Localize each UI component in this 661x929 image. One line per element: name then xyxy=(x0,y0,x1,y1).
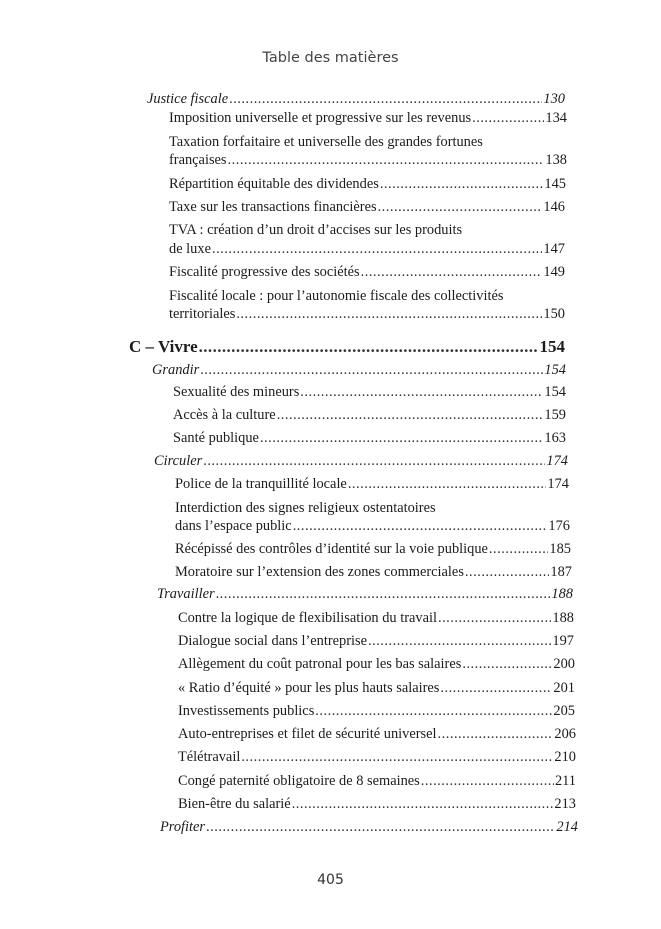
toc-entry-culture[interactable] xyxy=(173,406,566,425)
toc-entry-circuler[interactable] xyxy=(154,452,568,471)
toc-entry-signes-religieux[interactable] xyxy=(175,517,570,536)
entry-page: 187 xyxy=(550,564,572,580)
toc-entry-justice-fiscale[interactable] xyxy=(147,90,565,109)
page-number: 405 xyxy=(317,872,344,888)
entry-page: 159 xyxy=(544,407,566,423)
entry-title: territoriales xyxy=(169,306,236,322)
entry-title: Fiscalité progressive des sociétés xyxy=(169,264,360,280)
entry-title: Investissements publics xyxy=(178,703,315,719)
entry-page: 210 xyxy=(554,749,576,765)
toc-entry-imposition[interactable] xyxy=(169,109,567,128)
entry-page: 145 xyxy=(544,176,566,192)
toc-entry-conge-paternite[interactable] xyxy=(178,772,576,791)
toc-entry-sante[interactable] xyxy=(173,429,566,448)
entry-page: 201 xyxy=(553,680,575,696)
entry-title-line1: Taxation forfaitaire et universelle des grandes fortunes xyxy=(169,134,483,150)
entry-title-line1: Fiscalité locale : pour l’autonomie fiscale des collectivités xyxy=(169,288,504,304)
toc-entry-travailler[interactable] xyxy=(157,585,573,604)
entry-page: 211 xyxy=(554,773,576,789)
entry-title: Accès à la culture xyxy=(173,407,276,423)
entry-page: 130 xyxy=(543,91,565,107)
entry-title: Auto-entreprises et filet de sécurité universel xyxy=(178,726,437,742)
toc-entry-allegement[interactable] xyxy=(178,655,575,674)
entry-page: 206 xyxy=(554,726,576,742)
entry-page: 149 xyxy=(543,264,565,280)
entry-title: Police de la tranquillité locale xyxy=(175,476,347,492)
entry-page: 154 xyxy=(544,362,566,378)
entry-title: Justice fiscale xyxy=(147,91,229,107)
entry-title: Congé paternité obligatoire de 8 semaines xyxy=(178,773,420,789)
entry-title: Taxe sur les transactions financières xyxy=(169,199,377,215)
toc-entry-dialogue-social[interactable] xyxy=(178,632,574,651)
entry-page: 174 xyxy=(547,476,569,492)
toc-entry-ratio-equite[interactable] xyxy=(178,679,575,698)
entry-title: Sexualité des mineurs xyxy=(173,384,300,400)
toc-entry-recepisse[interactable] xyxy=(175,540,571,559)
toc-entry-dividendes[interactable] xyxy=(169,175,566,194)
entry-title: Travailler xyxy=(157,586,215,602)
section-title: C – Vivre xyxy=(129,337,198,356)
entry-title: Répartition équitable des dividendes xyxy=(169,176,379,192)
toc-entry-grandir[interactable] xyxy=(152,361,566,380)
toc-entry-auto-entreprises[interactable] xyxy=(178,725,576,744)
entry-title: Bien-être du salarié xyxy=(178,796,291,812)
entry-title: Contre la logique de flexibilisation du travail xyxy=(178,610,437,626)
section-page: 154 xyxy=(539,337,565,356)
entry-title: Grandir xyxy=(152,362,200,378)
entry-page: 188 xyxy=(551,586,573,602)
entry-page: 185 xyxy=(549,541,571,557)
entry-title: « Ratio d’équité » pour les plus hauts salaires xyxy=(178,680,440,696)
entry-page: 213 xyxy=(554,796,576,812)
entry-page: 205 xyxy=(553,703,575,719)
entry-page: 188 xyxy=(552,610,574,626)
entry-title: Circuler xyxy=(154,453,203,469)
toc-entry-taxation-fortunes[interactable] xyxy=(169,151,567,170)
entry-title: françaises xyxy=(169,152,227,168)
entry-page: 200 xyxy=(553,656,575,672)
entry-title: Moratoire sur l’extension des zones commerciales xyxy=(175,564,464,580)
entry-page: 146 xyxy=(543,199,565,215)
toc-entry-teletravail[interactable] xyxy=(178,748,576,767)
toc-entry-fiscalite-societes[interactable] xyxy=(169,263,565,282)
entry-page: 150 xyxy=(543,306,565,322)
entry-title: Récépissé des contrôles d’identité sur la voie publique xyxy=(175,541,488,557)
entry-page: 163 xyxy=(544,430,566,446)
toc-entry-sexualite[interactable] xyxy=(173,383,566,402)
entry-page: 214 xyxy=(556,819,578,835)
entry-page: 174 xyxy=(546,453,568,469)
entry-page: 154 xyxy=(544,384,566,400)
toc-entry-police[interactable] xyxy=(175,475,569,494)
entry-title-line1: Interdiction des signes religieux ostentatoires xyxy=(175,500,436,516)
entry-page: 147 xyxy=(543,241,565,257)
entry-page: 176 xyxy=(548,518,570,534)
toc-entry-investissements[interactable] xyxy=(178,702,575,721)
toc-entry-transactions[interactable] xyxy=(169,198,565,217)
entry-page: 197 xyxy=(552,633,574,649)
entry-page: 138 xyxy=(545,152,567,168)
entry-title: Santé publique xyxy=(173,430,259,446)
toc-entry-profiter[interactable] xyxy=(160,818,578,837)
entry-title: Allègement du coût patronal pour les bas salaires xyxy=(178,656,462,672)
running-header: Table des matières xyxy=(262,50,399,66)
entry-title: dans l’espace public xyxy=(175,518,292,534)
entry-title: Imposition universelle et progressive sur les revenus xyxy=(169,110,472,126)
entry-title-line1: TVA : création d’un droit d’accises sur les produits xyxy=(169,222,463,238)
entry-page: 134 xyxy=(545,110,567,126)
toc-section-vivre[interactable] xyxy=(129,337,565,356)
entry-title: de luxe xyxy=(169,241,211,257)
toc-entry-bien-etre[interactable] xyxy=(178,795,576,814)
toc-entry-moratoire[interactable] xyxy=(175,563,572,582)
entry-title: Profiter xyxy=(160,819,206,835)
toc-entry-tva[interactable] xyxy=(169,240,565,259)
toc-entry-fiscalite-locale[interactable] xyxy=(169,305,565,324)
entry-title: Télétravail xyxy=(178,749,241,765)
toc-entry-flexibilisation[interactable] xyxy=(178,609,574,628)
entry-title: Dialogue social dans l’entreprise xyxy=(178,633,368,649)
